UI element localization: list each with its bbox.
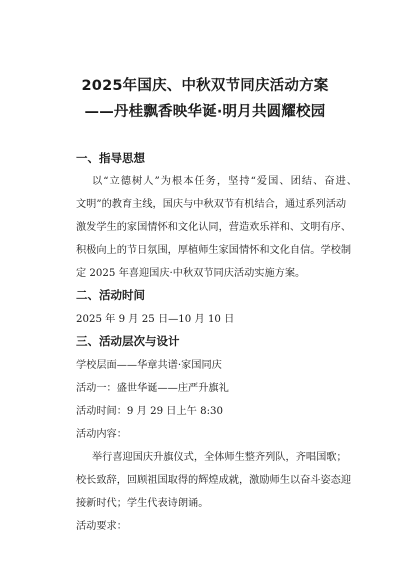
activity-one-line: 活动一：盛世华诞——庄严升旗礼 (76, 383, 229, 394)
activity-date-range: 2025 年 9 月 25 日—10 月 10 日 (76, 314, 235, 325)
section-heading-activity-time: 二、活动时间 (76, 288, 145, 302)
requirements-label: 活动要求： (76, 521, 127, 532)
paragraph-line: 以“立德树人”为根本任务，坚持“爱国、团结、奋进、 (92, 176, 357, 187)
content-label: 活动内容： (76, 429, 127, 440)
paragraph-line: 积极向上的节日氛围，厚植师生家国情怀和文化自信。学校制 (76, 245, 352, 256)
activity-time-line: 活动时间：9 月 29 日上午 8:30 (76, 406, 223, 417)
section-heading-guiding-ideology: 一、指导思想 (76, 151, 145, 165)
section-heading-activity-design: 三、活动层次与设计 (76, 334, 180, 348)
paragraph-line: 激发学生的家国情怀和文化认同，营造欢乐祥和、文明有序、 (76, 222, 352, 233)
paragraph-line: 校长致辞，回顾祖国取得的辉煌成就，激励师生以奋斗姿态迎 (76, 475, 352, 486)
paragraph-line: 接新时代；学生代表诗朗诵。 (76, 498, 209, 509)
school-level-line: 学校层面——华章共谱·家国同庆 (76, 360, 222, 371)
document-subtitle: ——丹桂飘香映华诞·明月共圆耀校园 (84, 104, 326, 120)
paragraph-line: 文明”的教育主线，国庆与中秋双节有机结合，通过系列活动 (76, 199, 347, 210)
paragraph-line: 举行喜迎国庆升旗仪式，全体师生整齐列队，齐唱国歌； (92, 452, 347, 463)
document-title: 2025年国庆、中秋双节同庆活动方案 (81, 78, 329, 94)
paragraph-line: 定 2025 年喜迎国庆·中秋双节同庆活动实施方案。 (76, 268, 306, 279)
